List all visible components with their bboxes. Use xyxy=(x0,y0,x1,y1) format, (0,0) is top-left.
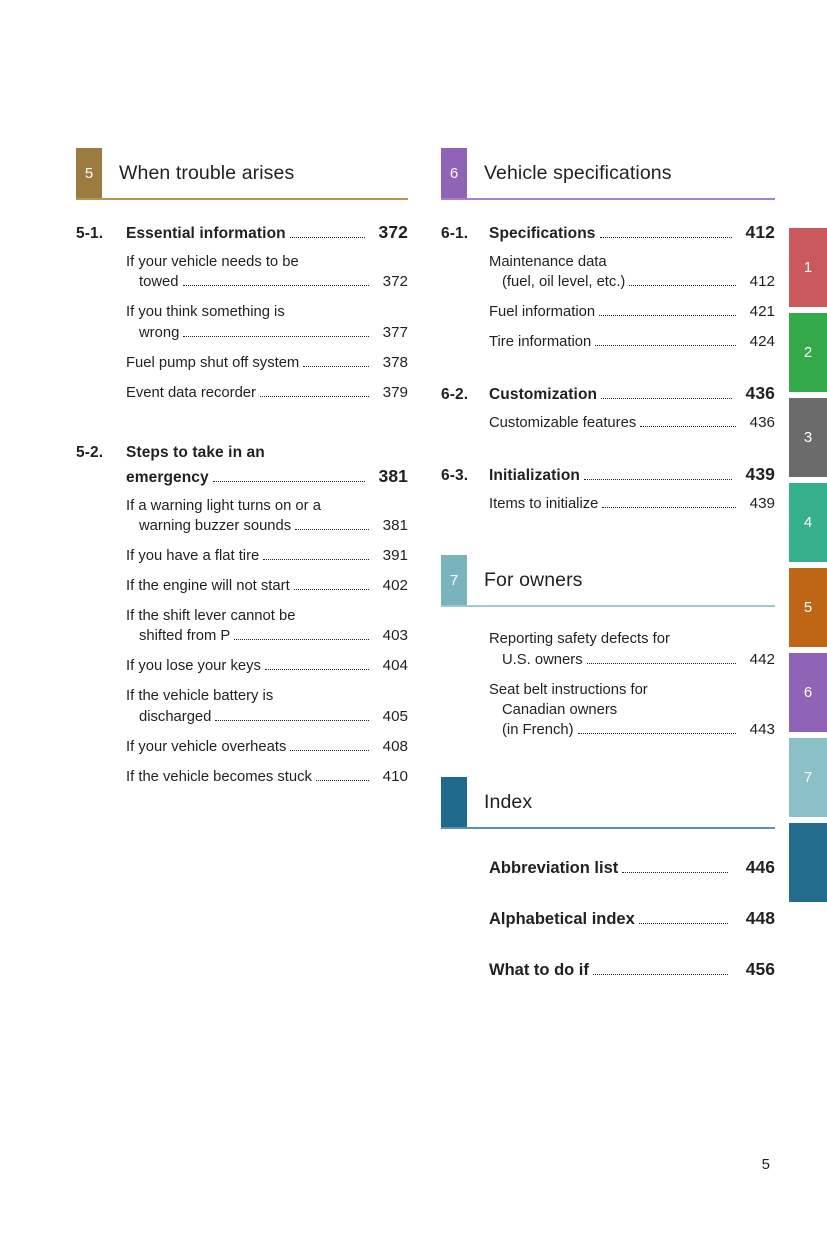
section-6-1 xyxy=(441,222,775,353)
chapter-number-6: 6 xyxy=(441,148,467,198)
section-6-1-title: Specifications xyxy=(489,225,596,242)
list-item[interactable] xyxy=(76,606,408,647)
leader-dots xyxy=(290,237,365,238)
leader-dots xyxy=(294,589,369,590)
list-item[interactable] xyxy=(441,252,775,293)
chapter-tab-strip xyxy=(789,228,827,908)
leader-dots xyxy=(263,559,369,560)
entry-text: Maintenance data xyxy=(489,254,607,270)
leader-dots xyxy=(316,780,369,781)
entry-text: shifted from P xyxy=(139,628,231,645)
entry-text: U.S. owners xyxy=(502,651,583,668)
leader-dots xyxy=(215,720,369,721)
section-5-2-number: 5-2. xyxy=(76,443,104,461)
section-6-2 xyxy=(441,383,775,434)
list-item[interactable] xyxy=(441,906,775,931)
chapter-header-7 xyxy=(441,555,775,607)
leader-dots xyxy=(578,733,736,734)
section-6-2-page: 436 xyxy=(745,383,775,404)
leader-dots xyxy=(183,336,369,337)
leader-dots xyxy=(587,663,736,664)
leader-dots xyxy=(622,872,728,873)
leader-dots xyxy=(600,237,733,238)
chapter-title-6: Vehicle specifications xyxy=(484,161,672,184)
list-item[interactable] xyxy=(441,680,775,742)
chapter-tab-6[interactable]: 6 xyxy=(789,653,827,732)
list-item[interactable] xyxy=(76,767,408,788)
section-5-1-number: 5-1. xyxy=(76,225,104,242)
list-item[interactable] xyxy=(441,494,775,515)
entry-page: 446 xyxy=(745,857,775,878)
leader-dots xyxy=(265,669,369,670)
left-column xyxy=(76,148,408,788)
list-item[interactable] xyxy=(441,855,775,880)
entry-page: 403 xyxy=(382,627,408,645)
section-6-2-number: 6-2. xyxy=(441,386,469,404)
entry-text: Fuel information xyxy=(489,304,596,321)
leader-dots xyxy=(234,639,369,640)
list-item[interactable] xyxy=(441,332,775,353)
leader-dots xyxy=(213,481,365,482)
entry-text: Canadian owners xyxy=(502,702,618,719)
entry-page: 405 xyxy=(382,707,408,725)
section-5-1-heading[interactable] xyxy=(76,222,408,243)
entry-text: If the shift lever cannot be xyxy=(126,608,296,624)
leader-dots xyxy=(260,396,369,397)
right-column xyxy=(441,148,775,982)
leader-dots xyxy=(183,285,370,286)
entry-text: Reporting safety defects for xyxy=(489,631,670,648)
entry-text: Items to initialize xyxy=(489,496,599,513)
section-6-2-heading[interactable] xyxy=(441,383,775,404)
entry-text: What to do if xyxy=(489,960,589,979)
entry-page: 404 xyxy=(382,657,408,675)
chapter-tab-2[interactable]: 2 xyxy=(789,313,827,392)
section-6-1-heading[interactable] xyxy=(441,222,775,243)
entry-page: 410 xyxy=(382,767,408,785)
entry-page: 378 xyxy=(382,353,408,371)
entry-text: If the vehicle battery is xyxy=(126,688,274,705)
leader-dots xyxy=(290,750,369,751)
entry-text: warning buzzer sounds xyxy=(139,518,292,535)
list-item[interactable] xyxy=(76,737,408,758)
chapter-rule-6 xyxy=(441,198,775,200)
entry-page: 421 xyxy=(749,303,775,321)
chapter-header-6 xyxy=(441,148,775,200)
entry-text: Alphabetical index xyxy=(489,910,635,929)
entry-page: 391 xyxy=(382,547,408,565)
entry-text: If you have a flat tire xyxy=(126,548,260,565)
entry-page: 456 xyxy=(745,958,775,979)
entry-page: 412 xyxy=(749,273,775,291)
entry-page: 379 xyxy=(382,383,408,401)
entry-page: 448 xyxy=(745,908,775,929)
chapter-title-5: When trouble arises xyxy=(119,161,295,184)
leader-dots xyxy=(602,507,736,508)
entry-text: wrong xyxy=(139,324,180,341)
entry-page: 372 xyxy=(382,273,408,291)
list-item[interactable] xyxy=(441,413,775,434)
chapter-rule-5 xyxy=(76,198,408,200)
leader-dots xyxy=(593,974,728,975)
entry-text: (fuel, oil level, etc.) xyxy=(502,274,626,291)
leader-dots xyxy=(303,366,369,367)
entry-text: Event data recorder xyxy=(126,384,256,401)
list-item[interactable] xyxy=(76,656,408,677)
section-5-2-page: 381 xyxy=(378,465,408,486)
list-item[interactable] xyxy=(76,302,408,343)
entry-page: 408 xyxy=(382,737,408,755)
entry-page: 381 xyxy=(382,517,408,535)
chapter-header-index xyxy=(441,777,775,829)
list-item[interactable] xyxy=(76,546,408,567)
leader-dots xyxy=(601,398,732,399)
list-item[interactable] xyxy=(76,383,408,404)
chapter-header-5 xyxy=(76,148,408,200)
chapter-title-7: For owners xyxy=(484,568,583,591)
entry-text: If you think something is xyxy=(126,304,285,321)
entry-page: 443 xyxy=(749,721,775,739)
section-6-3-page: 439 xyxy=(745,464,775,485)
entry-text: If your vehicle overheats xyxy=(126,738,287,755)
section-6-1-number: 6-1. xyxy=(441,225,469,242)
section-6-3-number: 6-3. xyxy=(441,467,469,485)
entry-text: Customizable features xyxy=(489,415,637,432)
section-6-3 xyxy=(441,464,775,515)
leader-dots xyxy=(599,315,736,316)
entry-text: If the vehicle becomes stuck xyxy=(126,768,312,785)
chapter-tab-3[interactable]: 3 xyxy=(789,398,827,477)
chapter-rule-7 xyxy=(441,605,775,607)
list-item[interactable] xyxy=(441,629,775,670)
entry-page: 402 xyxy=(382,577,408,595)
leader-dots xyxy=(295,529,369,530)
section-5-2-title-cont: emergency xyxy=(126,468,209,486)
section-5-1-page: 372 xyxy=(378,222,408,242)
page-number: 5 xyxy=(761,1156,770,1173)
entry-page: 436 xyxy=(749,414,775,432)
chapter-tab-7[interactable]: 7 xyxy=(789,738,827,817)
entry-page: 424 xyxy=(749,333,775,351)
section-6-2-title: Customization xyxy=(489,386,598,404)
section-6-1-page: 412 xyxy=(745,222,775,242)
list-item[interactable] xyxy=(76,252,408,293)
list-item[interactable] xyxy=(76,576,408,597)
section-5-2-heading[interactable] xyxy=(76,444,408,487)
chapter-tab-5[interactable]: 5 xyxy=(789,568,827,647)
entry-text: (in French) xyxy=(502,722,574,739)
leader-dots xyxy=(584,479,732,480)
list-item[interactable] xyxy=(76,353,408,374)
chapter-number-7: 7 xyxy=(441,555,467,605)
section-5-2-title: Steps to take in an xyxy=(126,443,265,461)
section-5-1 xyxy=(76,222,408,404)
entry-page: 439 xyxy=(749,495,775,513)
entry-text: Fuel pump shut off system xyxy=(126,354,300,371)
chapter-tab-1[interactable]: 1 xyxy=(789,228,827,307)
leader-dots xyxy=(629,285,736,286)
entry-text: If you lose your keys xyxy=(126,658,261,675)
leader-dots xyxy=(639,923,728,924)
entry-text: Tire information xyxy=(489,334,592,351)
entry-text: towed xyxy=(139,274,179,291)
entry-text: If the engine will not start xyxy=(126,578,290,595)
list-item[interactable] xyxy=(76,686,408,727)
chapter-tab-4[interactable]: 4 xyxy=(789,483,827,562)
entry-text: discharged xyxy=(139,708,212,725)
section-6-3-heading[interactable] xyxy=(441,464,775,485)
section-5-2 xyxy=(76,444,408,788)
leader-dots xyxy=(595,345,736,346)
list-item[interactable] xyxy=(441,957,775,982)
entry-page: 377 xyxy=(382,323,408,341)
chapter-number-5: 5 xyxy=(76,148,102,198)
chapter-number-index xyxy=(441,777,467,827)
entry-page: 442 xyxy=(749,650,775,668)
entry-text: Seat belt instructions for xyxy=(489,681,648,698)
chapter-rule-index xyxy=(441,827,775,829)
leader-dots xyxy=(640,426,736,427)
entry-text: If a warning light turns on or a xyxy=(126,497,321,514)
chapter-tab-index[interactable] xyxy=(789,823,827,902)
section-6-3-title: Initialization xyxy=(489,467,580,485)
entry-text: Abbreviation list xyxy=(489,859,619,878)
entry-text: If your vehicle needs to be xyxy=(126,254,299,270)
list-item[interactable] xyxy=(76,496,408,537)
list-item[interactable] xyxy=(441,302,775,323)
chapter-title-index: Index xyxy=(484,790,533,813)
section-5-1-title: Essential information xyxy=(126,225,286,242)
